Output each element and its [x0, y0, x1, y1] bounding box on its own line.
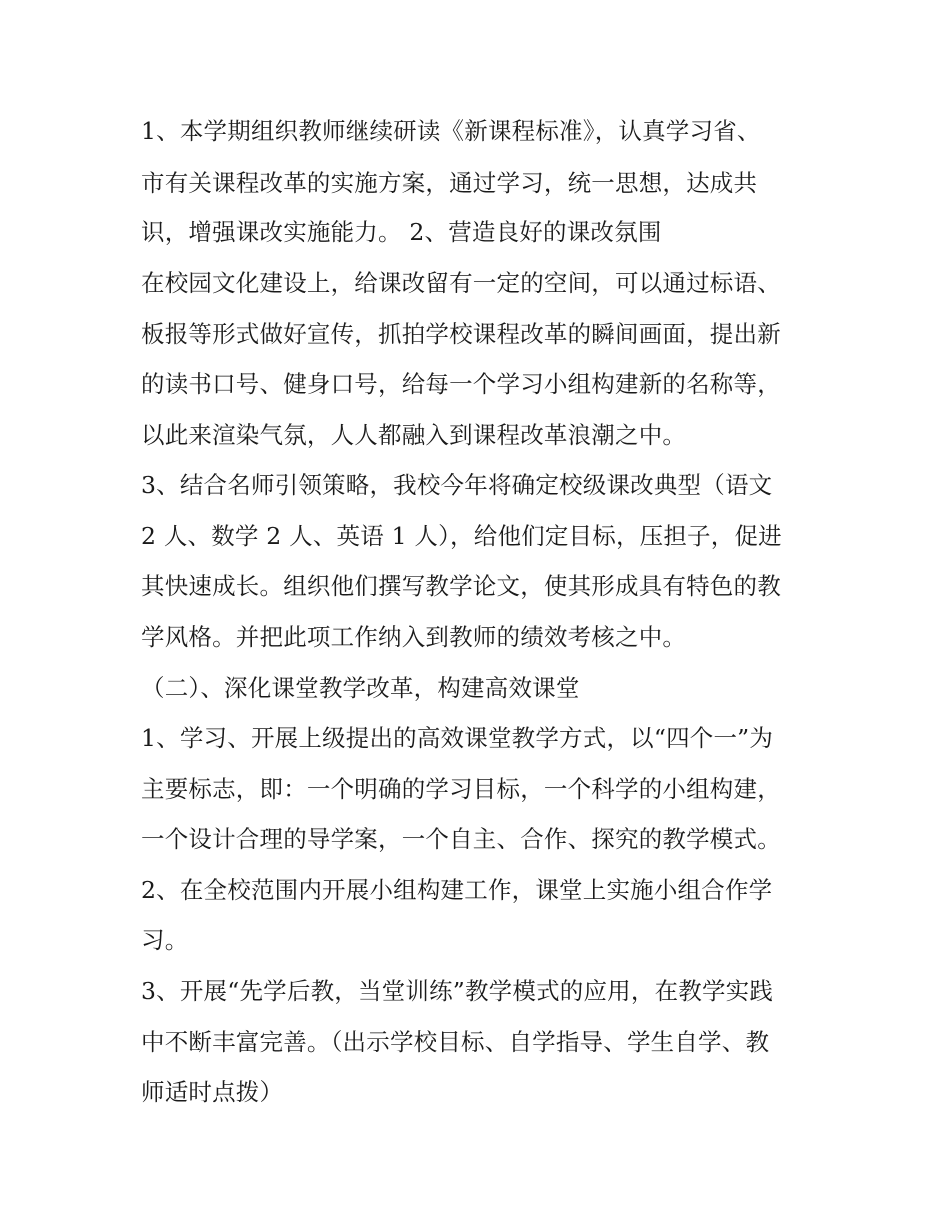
text-line: 其快速成长。组织他们撰写教学论文，使其形成具有特色的教 [141, 572, 781, 600]
text-line: 3、开展“先学后教，当堂训练”教学模式的应用，在教学实践 [141, 977, 774, 1005]
text-line: 习。 [141, 926, 189, 954]
text-line: 1、学习、开展上级提出的高效课堂教学方式，以“四个一”为 [141, 724, 774, 752]
text-line: 1、本学期组织教师继续研读《新课程标准》，认真学习省、 [141, 117, 761, 145]
text-line: 板报等形式做好宣传，抓拍学校课程改革的瞬间画面，提出新 [141, 320, 781, 348]
text-line: 中不断丰富完善。（出示学校目标、自学指导、学生自学、教 [141, 1028, 770, 1056]
text-line: 识，增强课改实施能力。 2、营造良好的课改氛围 [141, 218, 662, 246]
text-line: 2 人、数学 2 人、英语 1 人），给他们定目标，压担子，促进 [141, 522, 782, 550]
text-line: 3、结合名师引领策略，我校今年将确定校级课改典型（语文 [141, 471, 773, 499]
text-line: 2、在全校范围内开展小组构建工作，课堂上实施小组合作学 [141, 876, 773, 904]
text-line: 学风格。并把此项工作纳入到教师的绩效考核之中。 [141, 623, 687, 651]
text-line: 市有关课程改革的实施方案，通过学习，统一思想，达成共 [141, 169, 758, 197]
text-line: 一个设计合理的导学案，一个自主、合作、探究的教学模式。 [141, 825, 781, 853]
section-heading: （二）、深化课堂教学改革，构建高效课堂 [141, 674, 580, 702]
text-line: 的读书口号、健身口号，给每一个学习小组构建新的名称等， [141, 370, 781, 398]
text-line: 以此来渲染气氛，人人都融入到课程改革浪潮之中。 [141, 421, 687, 449]
text-line: 在校园文化建设上，给课改留有一定的空间，可以通过标语、 [141, 269, 781, 297]
text-line: 师适时点拨） [141, 1078, 284, 1106]
text-line: 主要标志，即：一个明确的学习目标，一个科学的小组构建， [141, 775, 781, 803]
